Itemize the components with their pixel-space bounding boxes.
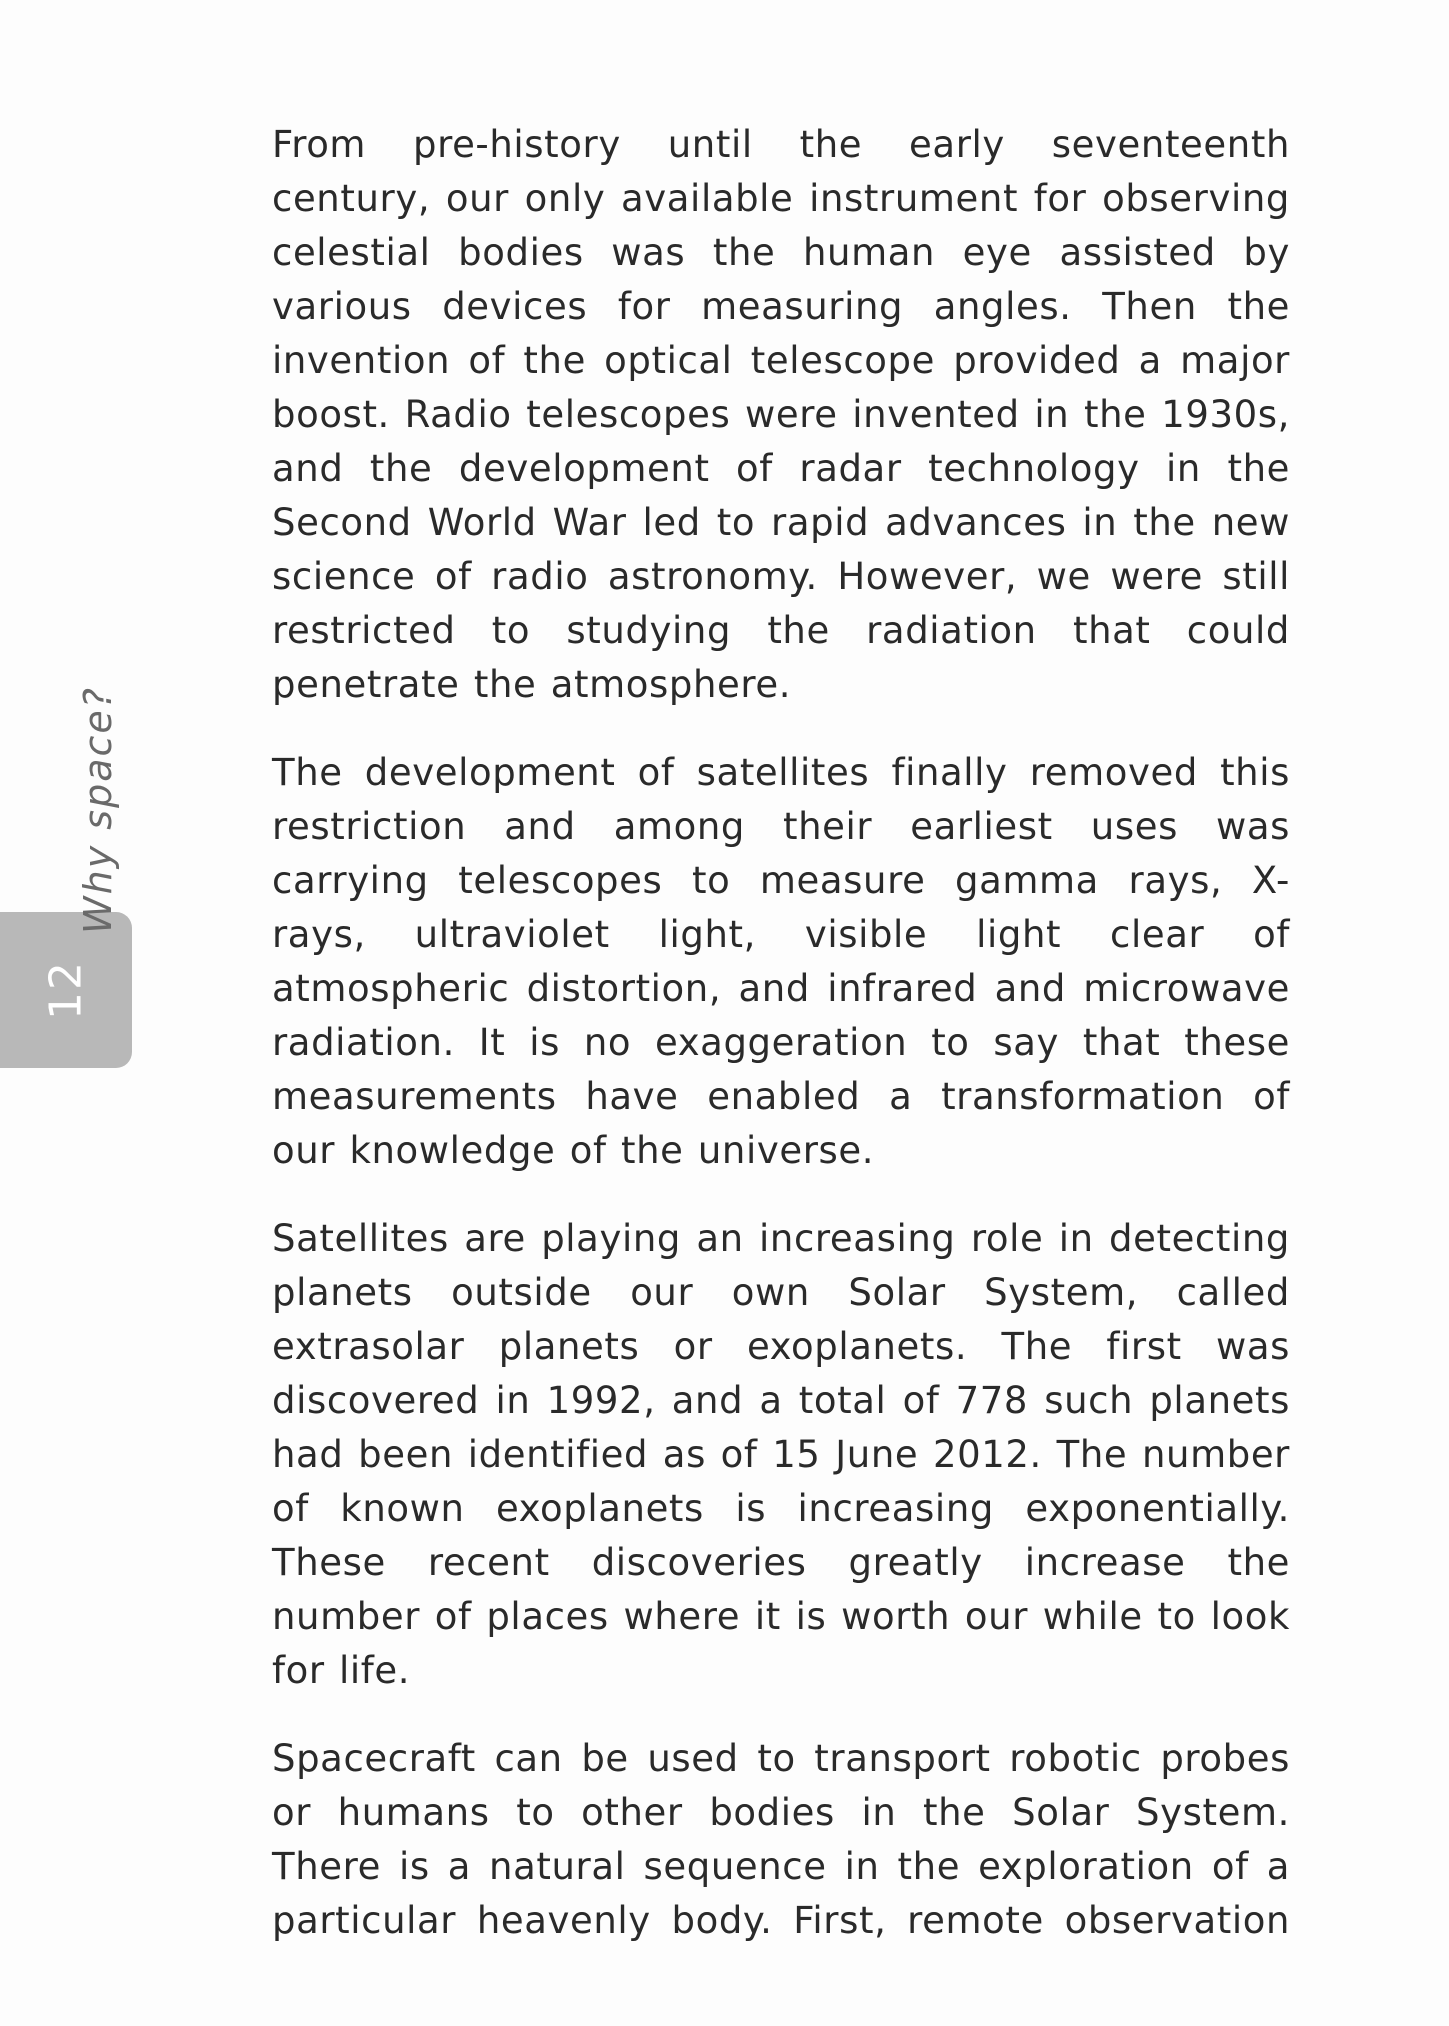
- page-number: 12: [40, 960, 92, 1020]
- running-head: Why space?: [76, 686, 120, 934]
- paragraph-pre-history: From pre-history until the early seventeenth century, our only available instrument for observing celestial bodies was the human eye assisted by various devices for measuring angles. Then the invention of the optical telescope provided a major boost. Radio telescopes were invented in the 1930s, and the development of radar technology in the Second World War led to rapid advances in the new science of radio astronomy. However, we were still restricted to studying the radiation that could penetrate the atmosphere.: [272, 123, 1290, 706]
- paragraph-exoplanets: Satellites are playing an increasing role in detecting planets outside our own Solar System, called extrasolar planets or exoplanets. The first was discovered in 1992, and a total of 778 such planets had been identified as of 15 June 2012. The number of known exoplanets is increasing exponentially. These recent discoveries greatly increase the number of places where it is worth our while to look for life.: [272, 1217, 1290, 1692]
- paragraph-satellites-development: The development of satellites finally removed this restriction and among their earliest uses was carrying telescopes to measure gamma rays, X-rays, ultraviolet light, visible light clear of atmospheric distortion, and infrared and microwave radiation. It is no exaggeration to say that these measurements have enabled a transformation of our knowledge of the universe.: [272, 751, 1290, 1172]
- text-column: [272, 118, 1290, 1948]
- paragraph-spacecraft: Spacecraft can be used to transport robotic probes or humans to other bodies in the Solar System. There is a natural sequence in the exploration of a particular heavenly body. First, remote observation: [272, 1737, 1290, 1942]
